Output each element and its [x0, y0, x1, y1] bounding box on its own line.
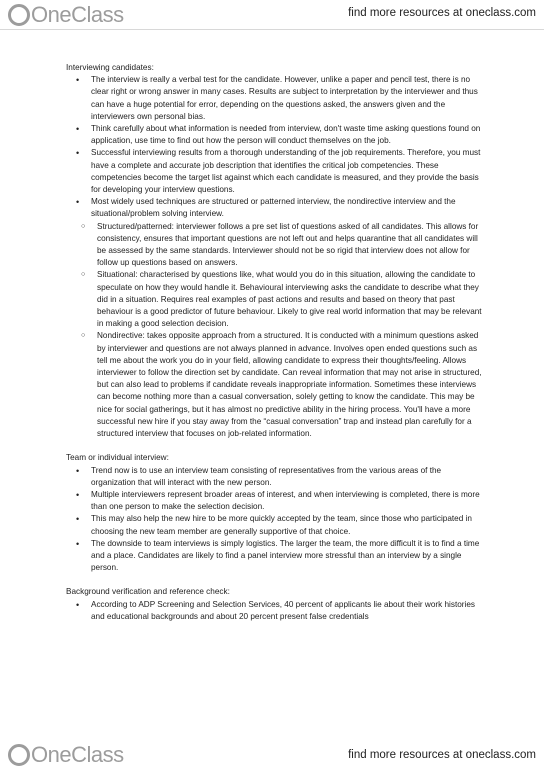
list-item: • This may also help the new hire to be more quickly accepted by the team, since those who participated in choosing the new team member are generally supportive of that choice. [66, 513, 486, 537]
list-item: • Most widely used techniques are structured or patterned interview, the nondirective interview and the situational/problem solving interview. [66, 196, 486, 220]
section-heading: Team or individual interview: [66, 453, 169, 463]
header-divider [0, 29, 544, 30]
logo-o-icon [8, 744, 30, 766]
logo-o-icon [8, 4, 30, 26]
page-header [0, 0, 544, 30]
bullet-list [66, 599, 486, 623]
sub-list-item: ○ Structured/patterned: interviewer follows a pre set list of questions asked of all candidates. This allows for consistency, ensures that important questions are not left out and helps quarantine that all candidates will be assessed by the same standards. Interviewer should not be so rigid that interview does not allow for follow up questions based on answers. [73, 221, 486, 270]
list-item: • According to ADP Screening and Selection Services, 40 percent of applicants lie about their work histories and educational backgrounds and about 20 percent present false credentials [66, 599, 486, 623]
sub-list-item: ○ Situational: characterised by questions like, what would you do in this situation, allowing the candidate to speculate on how they would handle it. Behavioural interviewing asks the candidate to describe what they did in a situation. Requires real examples of past actions and results and based on theory that past behaviour is a good predictor of future behaviour. Likely to give real world information that may be relevant in making a good selection decision. [73, 269, 486, 330]
logo-text: OneClass [31, 742, 124, 767]
sub-list-item: ○ Nondirective: takes opposite approach from a structured. It is conducted with a minimum questions asked by interviewer and questions are not always planned in advance. Involves open ended questions such as tell me about the work you do in your field, allowing candidate to express their thoughts/feeling. Allows interviewer to follow the direction set by candidate. Can reveal information that may not arise in structured, but can also lead to problems if candidate reveals inappropriate information. Sometimes these interviews can become nothing more than a casual conversation, solely getting to know the candidate. This may be nice for social gatherings, but it has almost no predictive ability in the hiring process. You'll have a more successful new hire if you stay away from the “casual conversation” trap and instead plan carefully for a structured interview that focuses on job-related information. [73, 330, 486, 440]
bullet-list [66, 74, 486, 220]
list-item: • Multiple interviewers represent broader areas of interest, and when interviewing is completed, there is more than one person to make the selection decision. [66, 489, 486, 513]
resources-link[interactable]: find more resources at oneclass.com [348, 749, 536, 761]
bullet-list [66, 465, 486, 575]
list-item: • Think carefully about what information is needed from interview, don't waste time asking questions found on application, use time to find out how the person will conduct themselves on the job. [66, 123, 486, 147]
list-item: • Trend now is to use an interview team consisting of representatives from the various areas of the organization that will interact with the new person. [66, 465, 486, 489]
oneclass-logo[interactable] [8, 742, 124, 768]
page-footer [0, 740, 544, 770]
oneclass-logo[interactable] [8, 2, 124, 28]
document-body [66, 62, 486, 623]
resources-link[interactable]: find more resources at oneclass.com [348, 7, 536, 19]
sub-bullet-list [66, 221, 486, 441]
list-item: • Successful interviewing results from a thorough understanding of the job requirements. Therefore, you must have a complete and accurate job description that identifies the critical job competencies. These competencies become the target list against which each candidate is measured, and they provide the basis for developing your interview questions. [66, 147, 486, 196]
list-item: • The interview is really a verbal test for the candidate. However, unlike a paper and pencil test, there is no clear right or wrong answer in many cases. Results are subject to interpretation by the interviewer and thus can have a huge potential for error, depending on the questions asked, the answers given and the interviewers own personal bias. [66, 74, 486, 123]
logo-text: OneClass [31, 2, 124, 27]
list-item: • The downside to team interviews is simply logistics. The larger the team, the more difficult it is to find a time and a place. Candidates are likely to find a panel interview more stressful than an interview by a single person. [66, 538, 486, 575]
section-heading: Interviewing candidates: [66, 63, 154, 72]
section-heading: Background verification and reference check: [66, 587, 230, 597]
